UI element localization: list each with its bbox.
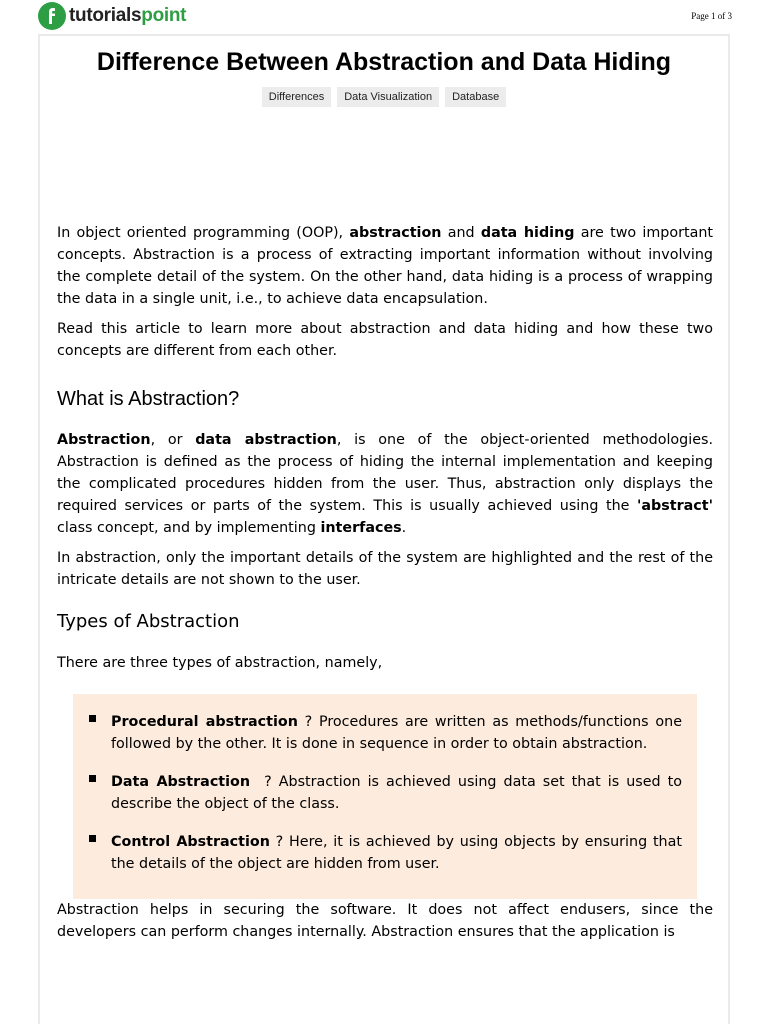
tag-data-visualization[interactable]: Data Visualization: [337, 87, 439, 107]
bullet-icon: [89, 715, 96, 722]
tag-list: [0, 87, 768, 107]
page-header: [0, 0, 768, 34]
tutorialspoint-logo[interactable]: [38, 2, 186, 30]
bullet-icon: [89, 835, 96, 842]
list-item: Data Abstraction ? Abstraction is achieved using data set that is used to describe the object of the class.: [88, 771, 682, 815]
list-item: Control Abstraction ? Here, it is achieved by using objects by ensuring that the details of the object are hidden from user.: [88, 831, 682, 875]
closing-paragraph: Abstraction helps in securing the software. It does not affect endusers, since the developers can perform changes internally. Abstraction ensures that the application is: [57, 902, 713, 940]
types-intro: There are three types of abstraction, namely,: [57, 655, 383, 671]
abstraction-paragraph: Abstraction, or data abstraction, is one of the object-oriented methodologies. Abstraction is defined as the process of hiding the internal implementation and keeping the complicated procedures hidden from the user. Thus, abstraction only displays the required services or parts of the system. This is usually achieved using the 'abstract' class concept, and by implementing interfaces.: [57, 432, 713, 536]
types-list: [88, 711, 687, 875]
intro-paragraph-2: Read this article to learn more about abstraction and data hiding and how these two concepts are different from each other.: [57, 321, 713, 359]
tag-database[interactable]: Database: [445, 87, 506, 107]
heading-types-of-abstraction: Types of Abstraction: [57, 611, 240, 632]
heading-what-is-abstraction: What is Abstraction?: [57, 388, 240, 410]
logo-text: tutorialspoint: [69, 5, 187, 26]
bullet-icon: [89, 775, 96, 782]
abstraction-paragraph-2: In abstraction, only the important details of the system are highlighted and the rest of the intricate details are not shown to the user.: [57, 550, 713, 588]
logo-icon: [38, 2, 66, 30]
article-body: [57, 222, 713, 951]
page-title: Difference Between Abstraction and Data Hiding: [96, 48, 672, 76]
list-item: Procedural abstraction ? Procedures are written as methods/functions one followed by the other. It is done in sequence in order to obtain abstraction.: [88, 711, 682, 755]
page-number: Page 1 of 3: [691, 11, 732, 21]
types-callout-box: [73, 694, 697, 899]
intro-paragraph: In object oriented programming (OOP), abstraction and data hiding are two important concepts. Abstraction is a process of extracting important information without involving the complete detail of the system. On the other hand, data hiding is a process of wrapping the data in a single unit, i.e., to achieve data encapsulation.: [57, 225, 713, 307]
tag-differences[interactable]: Differences: [262, 87, 331, 107]
